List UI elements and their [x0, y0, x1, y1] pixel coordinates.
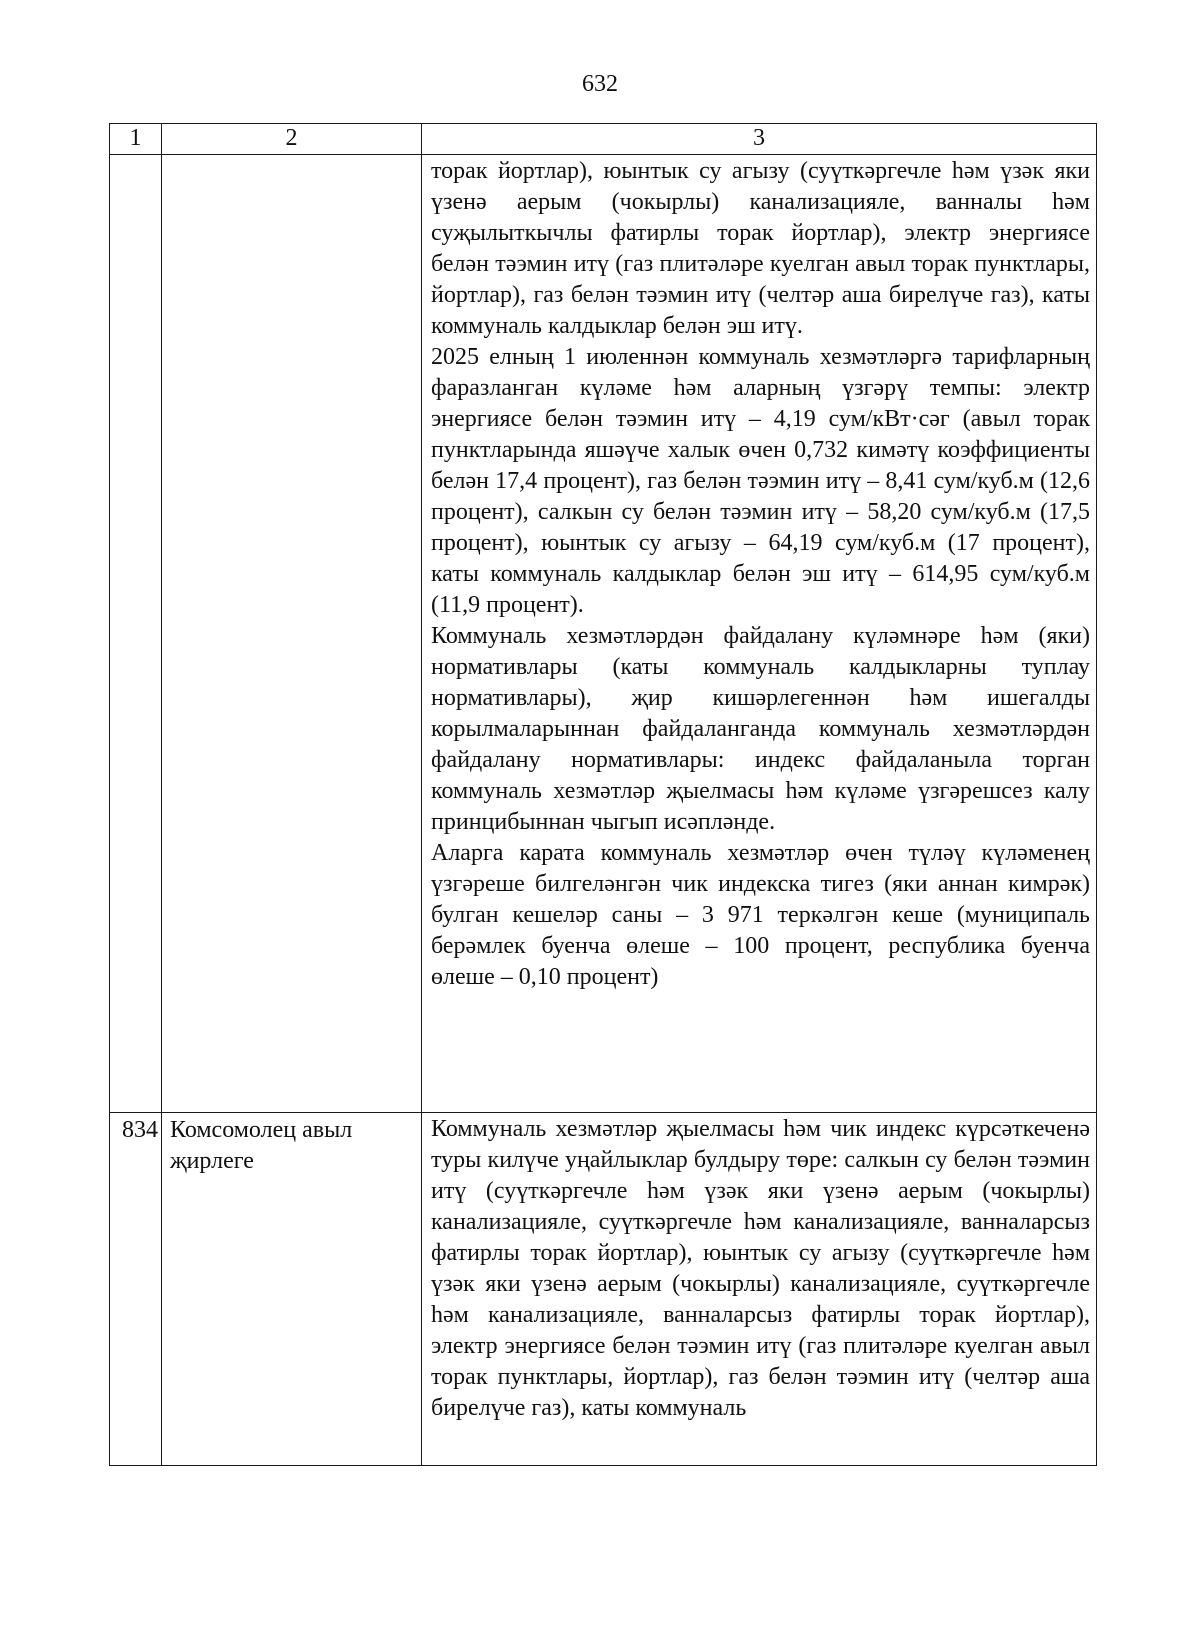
- column-header-3: 3: [422, 124, 1097, 155]
- description-paragraph: Коммуналь хезмәтләрдән файдалану күләмнәре һәм (яки) нормативлары (каты коммуналь калдыкларны туплау нормативлары), җир кишәрлегеннән һәм ишегалды корылмаларыннан файдаланганда коммуналь хезмәтләрдән файдалану нормативлары: индекс файдаланыла торган коммуналь хезмәтләр җыелмасы һәм күләме үзгәрешсез калу принцибыннан чыгып исәпләнде.: [431, 623, 1090, 835]
- page-number: 632: [582, 71, 618, 97]
- description-paragraph: Аларга карата коммуналь хезмәтләр өчен түләү күләменең үзгәреше билгеләнгән чик индекска тигез (яки аннан кимрәк) булган кешеләр саны – 3 971 теркәлгән кеше (муниципаль берәмлек буенча өлеше – 100 процент, республика буенча өлеше – 0,10 процент): [431, 840, 1090, 990]
- description-cell: [422, 155, 1097, 1113]
- column-header-2: 2: [162, 124, 422, 155]
- table-row: [110, 155, 1097, 1113]
- description-paragraph: 2025 елның 1 июленнән коммуналь хезмәтләргә тарифларның фаразланган күләме һәм аларның үзгәрү темпы: электр энергиясе белән тәэмин итү – 4,19 сум/кВт·сәг (авыл торак пунктларында яшәүче халык өчен 0,732 кимәтү коэффициенты белән 17,4 процент), газ белән тәэмин итү – 8,41 сум/куб.м (12,6 процент), салкын су белән тәэмин итү – 58,20 сум/куб.м (17,5 процент), юынтык су агызу – 64,19 сум/куб.м (17 процент), каты коммуналь калдыклар белән эш итү – 614,95 сум/куб.м (11,9 процент).: [431, 344, 1090, 618]
- row-number-cell: [110, 155, 162, 1113]
- settlement-name-cell: Комсомолец авыл җирлеге: [162, 1113, 422, 1466]
- settlement-name-cell: [162, 155, 422, 1113]
- description-cell: [422, 1113, 1097, 1466]
- column-header-1: 1: [110, 124, 162, 155]
- description-paragraph: Коммуналь хезмәтләр җыелмасы һәм чик индекс күрсәткеченә туры килүче уңайлыклар булдыру төре: салкын су белән тәэмин итү (суүткәргечле һәм үзәк яки үзенә аерым (чокырлы) канализацияле, суүткәргечле һәм канализацияле, ванналарсыз фатирлы торак йортлар), юынтык су агызу (суүткәргечле һәм үзәк яки үзенә аерым (чокырлы) канализацияле, суүткәргечле һәм канализацияле, ванналарсыз фатирлы торак йортлар), электр энергиясе белән тәэмин итү (газ плитәләре куелган авыл торак пунктлары, йортлар), газ белән тәэмин итү (челтәр аша бирелүче газ), каты коммуналь: [431, 1116, 1090, 1421]
- description-paragraph: торак йортлар), юынтык су агызу (суүткәргечле һәм үзәк яки үзенә аерым (чокырлы) канализацияле, ванналы һәм суҗылыткычлы фатирлы торак йортлар), электр энергиясе белән тәэмин итү (газ плитәләре куелган авыл торак пунктлары, йортлар), газ белән тәэмин итү (челтәр аша бирелүче газ), каты коммуналь калдыклар белән эш итү.: [431, 158, 1090, 339]
- table-header-row: [110, 124, 1097, 155]
- row-number-cell: 834: [110, 1113, 162, 1466]
- data-table: [109, 123, 1097, 1466]
- table-row: [110, 1113, 1097, 1466]
